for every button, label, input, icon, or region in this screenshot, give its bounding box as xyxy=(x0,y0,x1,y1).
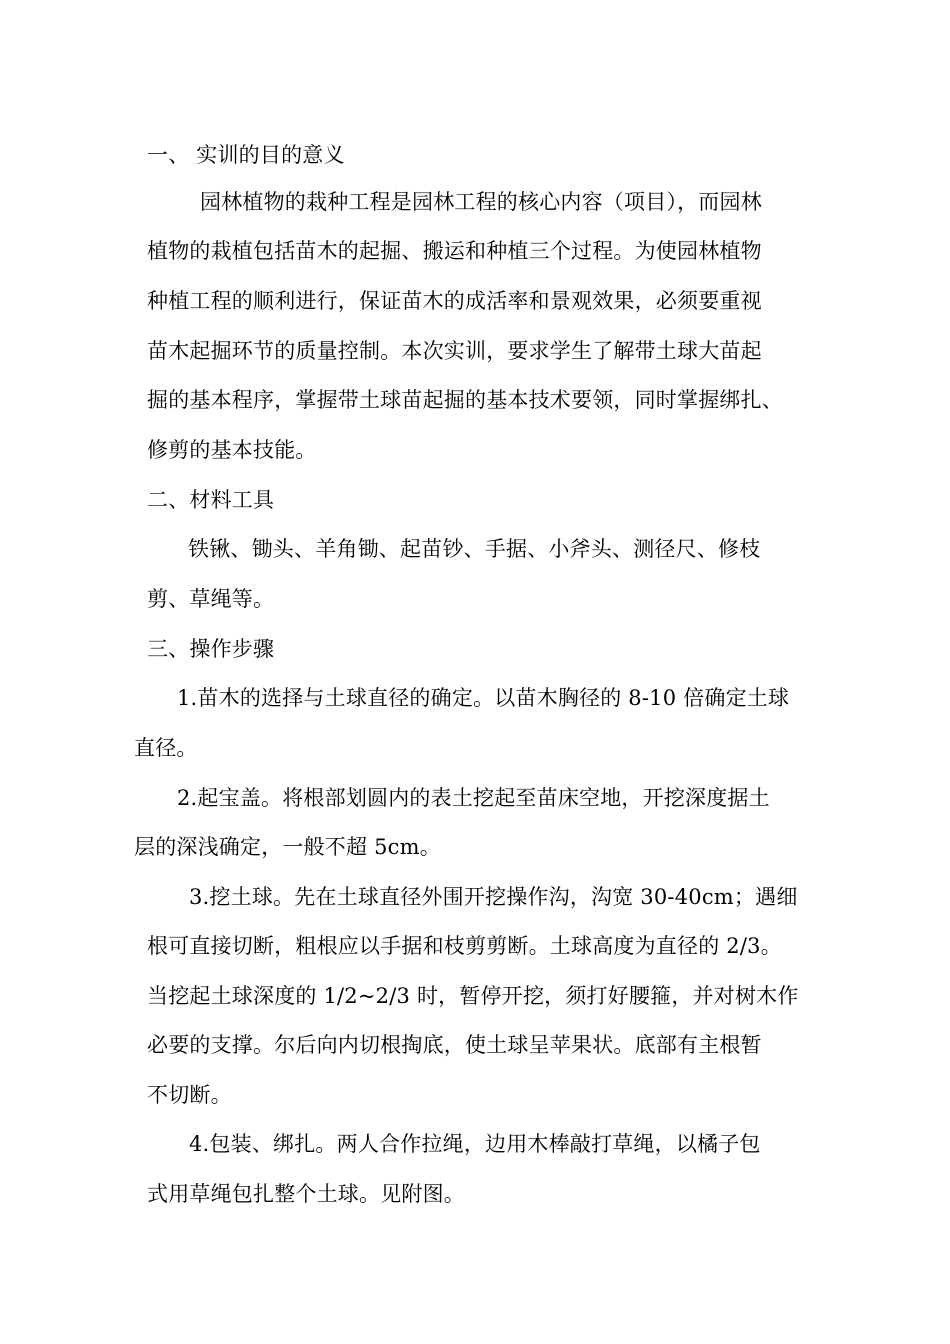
step-line: 4.包装、绑扎。两人合作拉绳，边用木棒敲打草绳，以橘子包 xyxy=(189,1132,761,1156)
step-line: 式用草绳包扎整个土球。见附图。 xyxy=(147,1182,465,1206)
step-line: 直径。 xyxy=(134,736,198,760)
section-heading-materials: 二、材料工具 xyxy=(147,488,275,512)
step-line: 根可直接切断，粗根应以手据和枝剪剪断。土球高度为直径的 2/3。 xyxy=(147,934,782,958)
paragraph-line: 园林植物的栽种工程是园林工程的核心内容（项目），而园林 xyxy=(200,190,762,214)
step-line: 当挖起土球深度的 1/2~2/3 时，暂停开挖，须打好腰箍，并对树木作 xyxy=(147,984,799,1008)
paragraph-line: 掘的基本程序，掌握带土球苗起掘的基本技术要领，同时掌握绑扎、 xyxy=(147,388,783,412)
paragraph-line: 苗木起掘环节的质量控制。本次实训，要求学生了解带土球大苗起 xyxy=(147,339,762,363)
section-heading-steps: 三、操作步骤 xyxy=(147,637,275,661)
paragraph-line: 剪、草绳等。 xyxy=(147,587,275,611)
step-line: 层的深浅确定，一般不超 5cm。 xyxy=(134,835,441,859)
paragraph-line: 植物的栽植包括苗木的起掘、搬运和种植三个过程。为使园林植物 xyxy=(147,239,762,263)
paragraph-line: 修剪的基本技能。 xyxy=(147,438,317,462)
paragraph-line: 种植工程的顺利进行，保证苗木的成活率和景观效果，必须要重视 xyxy=(147,289,762,313)
step-line: 2.起宝盖。将根部划圆内的表土挖起至苗床空地，开挖深度据土 xyxy=(177,786,770,810)
step-line: 1.苗木的选择与土球直径的确定。以苗木胸径的 8-10 倍确定土球 xyxy=(177,686,790,710)
step-line: 3.挖土球。先在土球直径外围开挖操作沟，沟宽 30-40cm；遇细 xyxy=(189,885,798,909)
step-line: 不切断。 xyxy=(147,1083,232,1107)
section-heading-purpose: 一、 实训的目的意义 xyxy=(147,143,345,167)
paragraph-line: 铁锹、锄头、羊角锄、起苗钞、手据、小斧头、测径尺、修枝 xyxy=(188,537,761,561)
step-line: 必要的支撑。尔后向内切根掏底，使土球呈苹果状。底部有主根暂 xyxy=(147,1033,762,1057)
